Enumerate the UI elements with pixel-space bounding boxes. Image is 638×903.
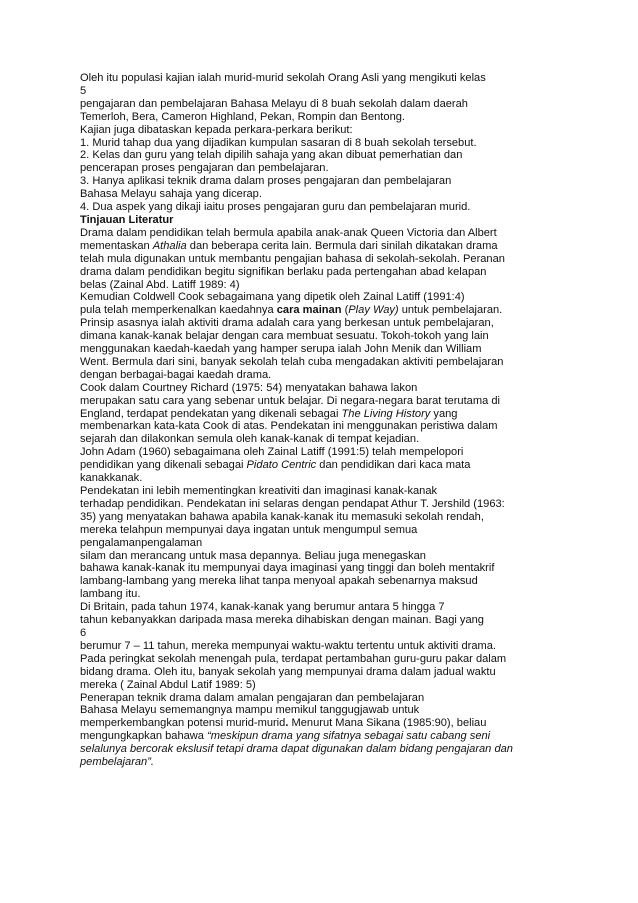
text-line	[80, 446, 570, 459]
text-line	[80, 124, 570, 137]
text-segment: Bahasa Melayu sahaja yang dicerap.	[80, 188, 262, 201]
text-segment: dan beberapa cerita lain. Bermula dari sinilah dikatakan drama	[186, 239, 498, 252]
text-line	[80, 330, 570, 343]
text-line	[80, 408, 570, 421]
text-line	[80, 266, 570, 279]
text-line	[80, 692, 570, 705]
text-line	[80, 679, 570, 692]
text-segment: memperkembangkan potensi murid-murid	[80, 717, 286, 730]
text-line	[80, 730, 570, 743]
text-segment: Di Britain, pada tahun 1974, kanak-kanak yang berumur antara 5 hingga 7	[80, 601, 445, 614]
italic-text: The Living History	[341, 407, 431, 420]
text-line	[80, 756, 570, 769]
text-segment: Cook dalam Courtney Richard (1975: 54) menyatakan bahawa lakon	[80, 381, 418, 394]
text-segment: 1. Murid tahap dua yang dijadikan kumpulan sasaran di 8 buah sekolah tersebut.	[80, 136, 477, 149]
text-segment: kanakkanak.	[80, 472, 143, 485]
text-line	[80, 743, 570, 756]
bold-text: Tinjauan Literatur	[80, 213, 174, 226]
bold-text: cara mainan	[276, 304, 342, 317]
text-segment: pengajaran dan pembelajaran Bahasa Melayu di 8 buah sekolah dalam daerah	[80, 97, 468, 110]
text-segment: belas (Zainal Abd. Latiff 1989: 4)	[80, 278, 240, 291]
text-segment: tahun kebanyakkan daripada masa mereka dihabiskan dengan mainan. Bagi yang	[80, 614, 484, 627]
text-line	[80, 575, 570, 588]
text-segment: Bahasa Melayu sememangnya mampu memikul tanggugjawab untuk	[80, 704, 420, 717]
text-segment: pula telah memperkenalkan kaedahnya	[80, 304, 277, 317]
text-line	[80, 175, 570, 188]
text-line	[80, 550, 570, 563]
italic-text: pembelajaran”.	[80, 756, 154, 769]
text-segment: Kajian juga dibataskan kepada perkara-perkara berikut:	[80, 123, 353, 136]
text-segment: mementaskan	[80, 239, 153, 252]
text-segment: Oleh itu populasi kajian ialah murid-murid sekolah Orang Asli yang mengikuti kelas	[80, 72, 486, 84]
text-segment: pengalamanpengalaman	[80, 536, 203, 549]
text-segment: 2. Kelas dan guru yang telah dipilih sahaja yang akan dibuat pemerhatian dan	[80, 149, 463, 162]
text-line	[80, 614, 570, 627]
text-segment: bidang drama. Oleh itu, banyak sekolah yang mempunyai drama dalam jadual waktu	[80, 665, 496, 678]
text-segment: dan pendidikan dari kaca mata	[316, 459, 471, 472]
text-line	[80, 214, 570, 227]
text-segment: menggunakan kaedah-kaedah yang hamper serupa ialah John Menik dan William	[80, 343, 482, 356]
text-segment: membenarkan kata-kata Cook di atas. Pendekatan ini menggunakan peristiwa dalam	[80, 420, 498, 433]
text-line	[80, 511, 570, 524]
text-segment: 3. Hanya aplikasi teknik drama dalam proses pengajaran dan pembelajaran	[80, 175, 452, 188]
text-line	[80, 188, 570, 201]
text-line	[80, 227, 570, 240]
text-segment: Went. Bermula dari sini, banyak sekolah telah cuba mengadakan aktiviti pembelajaran	[80, 355, 504, 368]
text-segment: mereka telahpun mempunyai daya ingatan untuk mengumpul semua	[80, 523, 418, 536]
text-line	[80, 253, 570, 266]
text-line	[80, 562, 570, 575]
italic-text: Play Way)	[348, 304, 399, 317]
text-line	[80, 666, 570, 679]
italic-text: Pidato Centric	[246, 459, 317, 472]
text-segment: mereka ( Zainal Abdul Latif 1989: 5)	[80, 678, 256, 691]
text-segment: berumur 7 – 11 tahun, mereka mempunyai waktu-waktu tertentu untuk aktiviti drama.	[80, 639, 497, 652]
text-segment: Pendekatan ini lebih mementingkan kreativiti dan imaginasi kanak-kanak	[80, 485, 438, 497]
text-line	[80, 137, 570, 150]
text-line	[80, 291, 570, 304]
text-line	[80, 459, 570, 472]
text-line	[80, 356, 570, 369]
text-segment: John Adam (1960) sebagaimana oleh Zainal Latiff (1991:5) telah mempelopori	[80, 446, 464, 459]
text-line	[80, 279, 570, 292]
text-segment: drama dalam pendidikan begitu signifikan berlaku pada pertengahan abad kelapan	[80, 265, 487, 278]
text-segment: lambang-lambang yang mereka lihat tanpa menyoal apakah sebenarnya maksud	[80, 575, 478, 588]
document-body	[80, 72, 570, 769]
text-line	[80, 111, 570, 124]
text-line	[80, 601, 570, 614]
text-line	[80, 98, 570, 111]
text-line	[80, 149, 570, 162]
text-segment: lambang itu.	[80, 588, 141, 601]
text-segment: 5	[80, 84, 87, 97]
text-segment: sejarah dan dilakonkan semula oleh kanak-kanak di tempat kejadian.	[80, 433, 420, 446]
text-line	[80, 640, 570, 653]
text-line	[80, 240, 570, 253]
text-line	[80, 433, 570, 446]
text-segment: telah mula digunakan untuk membantu pengajian bahasa di sekolah-sekolah. Peranan	[80, 252, 505, 265]
text-segment: pendidikan yang dikenali sebagai	[80, 459, 247, 472]
text-line	[80, 717, 570, 730]
text-line	[80, 162, 570, 175]
text-segment: terhadap pendidikan. Pendekatan ini selaras dengan pendapat Athur T. Jershild (1963:	[80, 497, 505, 510]
text-line	[80, 304, 570, 317]
text-line	[80, 537, 570, 550]
text-segment: yang	[430, 407, 458, 420]
text-segment: Menurut Mana Sikana (1985:90), beliau	[288, 717, 487, 730]
text-segment: Pada peringkat sekolah menengah pula, terdapat pertambahan guru-guru pakar dalam	[80, 652, 507, 665]
text-segment: mengungkapkan bahawa	[80, 730, 208, 743]
text-segment: bahawa kanak-kanak itu mempunyai daya imaginasi yang tinggi dan boleh mentakrif	[80, 562, 495, 575]
text-line	[80, 498, 570, 511]
text-segment: silam dan merancang untuk masa depannya. Beliau juga menegaskan	[80, 549, 426, 562]
bold-text: .	[285, 717, 289, 730]
text-line	[80, 704, 570, 717]
text-segment: 4. Dua aspek yang dikaji iaitu proses pengajaran guru dan pembelajaran murid.	[80, 201, 471, 214]
text-line	[80, 588, 570, 601]
text-line	[80, 653, 570, 666]
text-segment: merupakan satu cara yang sebenar untuk belajar. Di negara-negara barat terutama di	[80, 394, 500, 407]
text-line	[80, 485, 570, 498]
text-segment: (	[341, 304, 349, 317]
italic-text: selalunya bercorak ekslusif tetapi drama dapat digunakan dalam bidang pengajaran dan	[80, 743, 513, 756]
text-segment: untuk pembelajaran.	[398, 304, 503, 317]
text-line	[80, 72, 570, 85]
text-segment: pencerapan proses pengajaran dan pembelajaran.	[80, 162, 329, 175]
text-segment: Temerloh, Bera, Cameron Highland, Pekan, Rompin dan Bentong.	[80, 110, 405, 123]
text-line	[80, 369, 570, 382]
text-segment: Penerapan teknik drama dalam amalan pengajaran dan pembelajaran	[80, 691, 425, 704]
text-segment: dengan berbagai-bagai kaedah drama.	[80, 368, 272, 381]
text-segment: Kemudian Coldwell Cook sebagaimana yang dipetik oleh Zainal Latiff (1991:4)	[80, 291, 465, 304]
text-segment: 35) yang menyatakan bahawa apabila kanak-kanak itu memasuki sekolah rendah,	[80, 510, 484, 523]
text-line	[80, 382, 570, 395]
text-line	[80, 472, 570, 485]
text-line	[80, 524, 570, 537]
text-segment: Drama dalam pendidikan telah bermula apabila anak-anak Queen Victoria dan Albert	[80, 226, 497, 239]
text-line	[80, 420, 570, 433]
italic-text: “meskipun drama yang sifatnya sebagai satu cabang seni	[207, 730, 491, 743]
text-segment: Prinsip asasnya ialah aktiviti drama adalah cara yang berkesan untuk pembelajaran,	[80, 317, 494, 330]
text-segment: England, terdapat pendekatan yang dikenali sebagai	[80, 407, 342, 420]
text-segment: 6	[80, 626, 87, 639]
text-line	[80, 627, 570, 640]
text-line	[80, 395, 570, 408]
text-line	[80, 85, 570, 98]
text-line	[80, 201, 570, 214]
text-line	[80, 343, 570, 356]
italic-text: Athalia	[152, 239, 187, 252]
text-segment: dimana kanak-kanak belajar dengan cara membuat sesuatu. Tokoh-tokoh yang lain	[80, 330, 489, 343]
text-line	[80, 317, 570, 330]
